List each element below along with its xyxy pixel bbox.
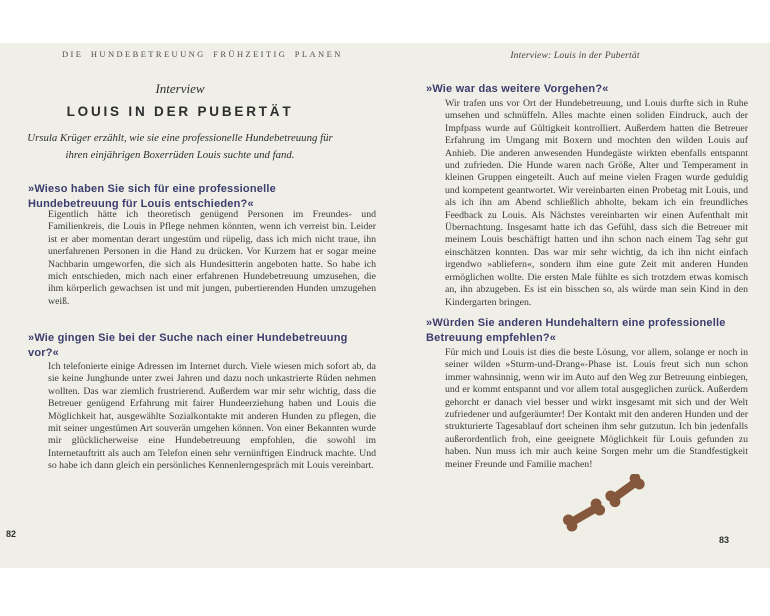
interview-kicker: Interview xyxy=(155,81,205,96)
question-heading-2: »Wie gingen Sie bei der Suche nach einer Hundebetreuung vor?« xyxy=(28,332,348,359)
answer-paragraph-4: Für mich und Louis ist dies die beste Lösung, vor allem, solange er noch in seiner wilden »Sturm-und-Drang«-Phase ist. Louis freut sich nun schon immer wahnsinnig, wenn wir im Auto auf den Weg zur Betreuung einbiegen, und er kommt entspannt und vor allem total ausgeglichen zurück. Außerdem gehorcht er danach viel besser und wirkt insgesamt mit sich und der Welt zufriedener und aufgeräumter! Der Kontakt mit den anderen Hunden und der strukturierte Tagesablauf dort scheinen ihm sehr gutzutun. Ich bin jedenfalls außerordentlich froh, eine geeignete Möglichkeit für Louis gefunden zu haben. Nun muss ich mir auch keine Sorgen mehr um die Standfestigkeit meiner Freunde und Familie machen! xyxy=(445,347,748,470)
page-number-left: 82 xyxy=(6,529,17,539)
page-number-right: 83 xyxy=(719,535,730,545)
question-heading-1: »Wieso haben Sie sich für eine professionelle Hundebetreuung für Louis entschieden?« xyxy=(28,183,276,210)
dog-bone-icon xyxy=(603,474,647,509)
question-heading-4: »Würden Sie anderen Hundehaltern eine professionelle Betreuung empfehlen?« xyxy=(426,317,726,344)
dog-bones-illustration xyxy=(556,474,656,536)
answer-paragraph-2: Ich telefonierte einige Adressen im Internet durch. Viele wiesen mich sofort ab, da sie keine Junghunde unter zwei Jahren und dazu noch unkastrierte Rüden nehmen wollten. Das war ziemlich frustrierend. Außerdem war mir sehr wichtig, dass die Betreuer genügend Erfahrung mit fairer Hundeerziehung haben und Louis die Möglichkeit hat, ausgewählte Sozialkontakte mit anderen Hunden zu pflegen, die mit seiner ungestümen Art souverän umgehen können. Von einer Bekannten wurde mir glücklicherweise eine Hundebetreuung empfohlen, die sowohl im Internetauftritt als auch am Telefon einen sehr vernünftigen Eindruck machte. Und so habe ich dann gleich ein persönliches Kennenlerngespräch mit Louis vereinbart. xyxy=(48,361,376,472)
page-title: LOUIS IN DER PUBERTÄT xyxy=(66,104,294,119)
question-heading-3: »Wie war das weitere Vorgehen?« xyxy=(426,83,609,95)
book-spread xyxy=(0,43,770,568)
running-head-left: DIE HUNDEBETREUUNG FRÜHZEITIG PLANEN xyxy=(62,49,343,59)
dog-bone-icon xyxy=(561,497,607,534)
running-head-right: Interview: Louis in der Pubertät xyxy=(510,51,640,61)
answer-paragraph-3: Wir trafen uns vor Ort der Hundebetreuung, und Louis durfte sich in Ruhe umsehen und schnüffeln. Alles machte einen soliden Eindruck, auch der Impfpass wurde auf Gültigkeit kontrolliert. Außerdem hatten die Betreuer Erfahrung im Umgang mit Boxern und mochten den wilden Louis auf Anhieb. Die anderen anwesenden Hundegäste wirkten ebenfalls entspannt und zufrieden. Die Hunde waren nach Größe, Alter und Temperament in kleinen Gruppen eingeteilt. Auch auf meine vielen Fragen wurde geduldig und kompetent geantwortet. Wir vereinbarten einen Probetag mit Louis, und als ich ihn am Abend schließlich abholte, bekam ich ein freundliches Feedback zu Louis. Als Nächstes vereinbarten wir einen Aufenthalt mit Übernachtung. Insgesamt hatte ich das Gefühl, dass sich die Betreuer mit meinem Louis beschäftigt hatten und ihn schon nach einem Tag sehr gut einschätzen konnten. Das war mir sehr wichtig, da ich ihn nicht einfach irgendwo »abliefern«, sondern ihm eine gute Zeit mit anderen Hunden ermöglichen wollte. Die ersten Male fühlte es sich trotzdem etwas komisch an, ihn abzugeben. Es ist ein bisschen so, als würde man sein Kind in den Kindergarten bringen. xyxy=(445,98,748,308)
page-subtitle: Ursula Krüger erzählt, wie sie eine professionelle Hundebetreuung für ihren einjährigen Boxerrüden Louis suchte und fand. xyxy=(27,132,333,161)
answer-paragraph-1: Eigentlich hätte ich theoretisch genügend Personen im Freundes- und Familienkreis, die Louis in Pflege nehmen könnten, wenn ich verreist bin. Leider ist er aber momentan derart ungestüm und rüpelig, dass ich mich nicht traue, ihn unerfahrenen Personen in die Hand zu drücken. Vor Kurzem hat er sogar meine Nachbarin umgeworfen, die sich als Hundesitterin angeboten hatte. So habe ich mich entschieden, mich nach einer erfahrenen Hundebetreuung umzusehen, die ihm körperlich gewachsen ist und mit jungen, pubertierenden Hunden umzugehen weiß. xyxy=(48,209,376,307)
